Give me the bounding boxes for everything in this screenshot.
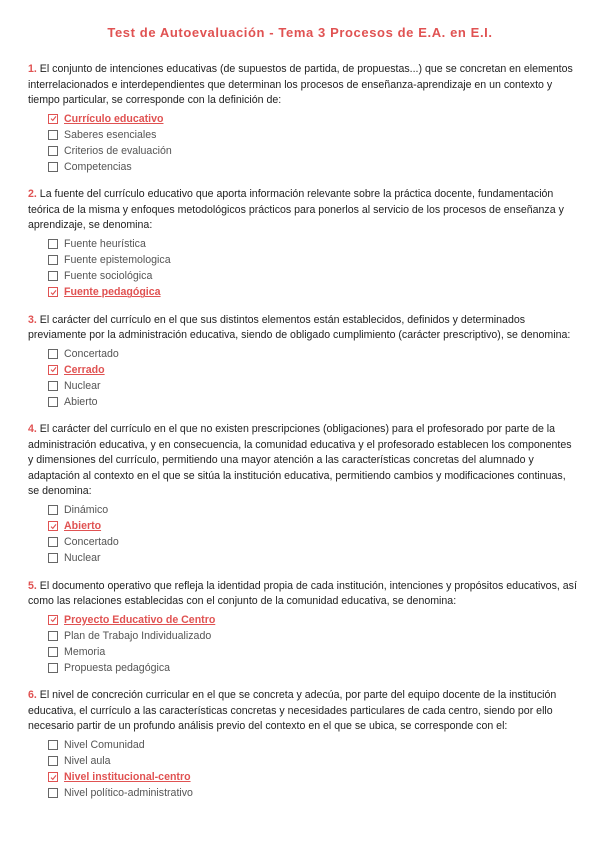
question-text (28, 579, 578, 610)
checkbox-icon[interactable] (48, 772, 58, 782)
answer-option-label: Dinámico (64, 503, 109, 516)
answer-option[interactable] (48, 143, 578, 159)
checkbox-icon[interactable] (48, 397, 58, 407)
answer-option-label: Fuente epistemologica (64, 254, 171, 267)
answer-option-label: Fuente sociológica (64, 270, 153, 283)
option-list (28, 111, 578, 176)
question-3 (0, 313, 600, 411)
answer-option-label: Abierto (64, 520, 102, 533)
checkbox-icon[interactable] (48, 162, 58, 172)
question-5 (0, 579, 600, 677)
question-text (28, 187, 578, 234)
answer-option-label: Plan de Trabajo Individualizado (64, 629, 212, 642)
answer-option-correct[interactable] (48, 284, 578, 300)
checkbox-icon[interactable] (48, 287, 58, 297)
checkbox-icon[interactable] (48, 756, 58, 766)
checkbox-icon[interactable] (48, 647, 58, 657)
answer-option-label: Currículo educativo (64, 112, 164, 125)
answer-option[interactable] (48, 502, 578, 518)
question-4 (0, 422, 600, 566)
question-text (28, 688, 578, 735)
question-body: El carácter del currículo en el que sus distintos elementos están establecidos, definidos y determinados previamente por la administración educativa, siendo de obligado cumplimiento (carácter prescriptivo), se denomina: (28, 313, 571, 341)
answer-option[interactable] (48, 660, 578, 676)
checkbox-icon[interactable] (48, 255, 58, 265)
question-number: 1. (28, 63, 37, 75)
answer-option-label: Nuclear (64, 552, 101, 565)
question-body: El documento operativo que refleja la identidad propia de cada institución, intenciones y propósitos educativos, así como las relaciones establecidas con el conjunto de la comunidad educativa, se denomina: (28, 579, 577, 607)
answer-option[interactable] (48, 644, 578, 660)
answer-option-label: Criterios de evaluación (64, 144, 172, 157)
answer-option[interactable] (48, 252, 578, 268)
answer-option-label: Concertado (64, 347, 119, 360)
option-list (28, 737, 578, 802)
checkbox-icon[interactable] (48, 146, 58, 156)
answer-option[interactable] (48, 378, 578, 394)
question-2 (0, 187, 600, 300)
question-number: 6. (28, 689, 37, 702)
checkbox-icon[interactable] (48, 740, 58, 750)
question-body: La fuente del currículo educativo que aporta información relevante sobre la práctica docente, fundamentación teórica de la misma y enfoques metodológicos prácticos para ponerlos al servicio de los procesos de enseñanza y aprendizaje, se denomina: (28, 188, 564, 232)
question-number: 3. (28, 313, 37, 326)
answer-option-label: Saberes esenciales (64, 128, 157, 141)
answer-option-label: Concertado (64, 536, 119, 549)
option-list (28, 346, 578, 411)
question-text (28, 313, 578, 344)
checkbox-icon[interactable] (48, 365, 58, 375)
answer-option-label: Nivel aula (64, 755, 111, 768)
answer-option[interactable] (48, 785, 578, 801)
checkbox-icon[interactable] (48, 663, 58, 673)
question-body: El conjunto de intenciones educativas (de supuestos de partida, de propuestas...) que se concretan en elementos interrelacionados e interdependientes que determinan los procesos de enseñanza-aprendizaje en un contexto y tiempo particular, se corresponde con la definición de: (28, 63, 573, 106)
answer-option-correct[interactable] (48, 362, 578, 378)
checkbox-icon[interactable] (48, 114, 58, 124)
answer-option-label: Fuente heurística (64, 237, 146, 250)
checkbox-icon[interactable] (48, 788, 58, 798)
answer-option[interactable] (48, 534, 578, 550)
checkbox-icon[interactable] (48, 615, 58, 625)
answer-option-label: Nuclear (64, 379, 101, 392)
answer-option[interactable] (48, 159, 578, 175)
answer-option-correct[interactable] (48, 111, 578, 127)
answer-option[interactable] (48, 346, 578, 362)
checkbox-icon[interactable] (48, 239, 58, 249)
answer-option-label: Nivel institucional-centro (64, 771, 191, 784)
checkbox-icon[interactable] (48, 631, 58, 641)
question-number: 5. (28, 579, 37, 592)
answer-option[interactable] (48, 236, 578, 252)
question-number: 4. (28, 423, 37, 436)
option-list (28, 502, 578, 567)
answer-option-correct[interactable] (48, 769, 578, 785)
answer-option-label: Nivel Comunidad (64, 738, 145, 751)
question-list (0, 62, 600, 814)
question-text (28, 422, 578, 500)
question-number: 2. (28, 188, 37, 201)
option-list (28, 236, 578, 301)
checkbox-icon[interactable] (48, 521, 58, 531)
checkbox-icon[interactable] (48, 271, 58, 281)
answer-option-label: Competencias (64, 161, 132, 174)
answer-option-label: Abierto (64, 396, 98, 409)
answer-option-label: Proyecto Educativo de Centro (64, 613, 216, 626)
answer-option-label: Fuente pedagógica (64, 286, 161, 299)
answer-option[interactable] (48, 394, 578, 410)
answer-option-correct[interactable] (48, 612, 578, 628)
option-list (28, 612, 578, 677)
answer-option[interactable] (48, 127, 578, 143)
page-title: Test de Autoevaluación - Tema 3 Procesos de E.A. en E.I. (107, 25, 493, 40)
checkbox-icon[interactable] (48, 505, 58, 515)
answer-option-correct[interactable] (48, 518, 578, 534)
answer-option-label: Cerrado (64, 363, 105, 376)
answer-option-label: Propuesta pedagógica (64, 662, 171, 675)
checkbox-icon[interactable] (48, 381, 58, 391)
answer-option[interactable] (48, 628, 578, 644)
answer-option-label: Nivel político-administrativo (64, 787, 193, 800)
answer-option[interactable] (48, 268, 578, 284)
question-body: El nivel de concreción curricular en el que se concreta y adecúa, por parte del equipo docente de la institución educativa, el currículo a las características concretas y necesidades particulares de cada centro, siendo por ello necesario partir de un profundo análisis previo del contexto en el que se ubica, se corresponde con el: (28, 689, 557, 733)
question-text (28, 62, 578, 109)
answer-option[interactable] (48, 753, 578, 769)
answer-option[interactable] (48, 550, 578, 566)
checkbox-icon[interactable] (48, 349, 58, 359)
checkbox-icon[interactable] (48, 130, 58, 140)
question-body: El carácter del currículo en el que no existen prescripciones (obligaciones) para el profesorado por parte de la administración educativa, y en consecuencia, la comunidad educativa y el profesorado establecen los componentes y dimensiones del currículo, permitiendo una mayor atención a las características concretas del alumnado y adaptación al contexto en el que se sitúa la institución educativa, permitiendo cambios y modificaciones continuas, se denomina: (28, 423, 572, 498)
question-6 (0, 688, 600, 801)
question-1 (0, 62, 600, 175)
checkbox-icon[interactable] (48, 537, 58, 547)
answer-option-label: Memoria (64, 645, 106, 658)
checkbox-icon[interactable] (48, 553, 58, 563)
answer-option[interactable] (48, 737, 578, 753)
